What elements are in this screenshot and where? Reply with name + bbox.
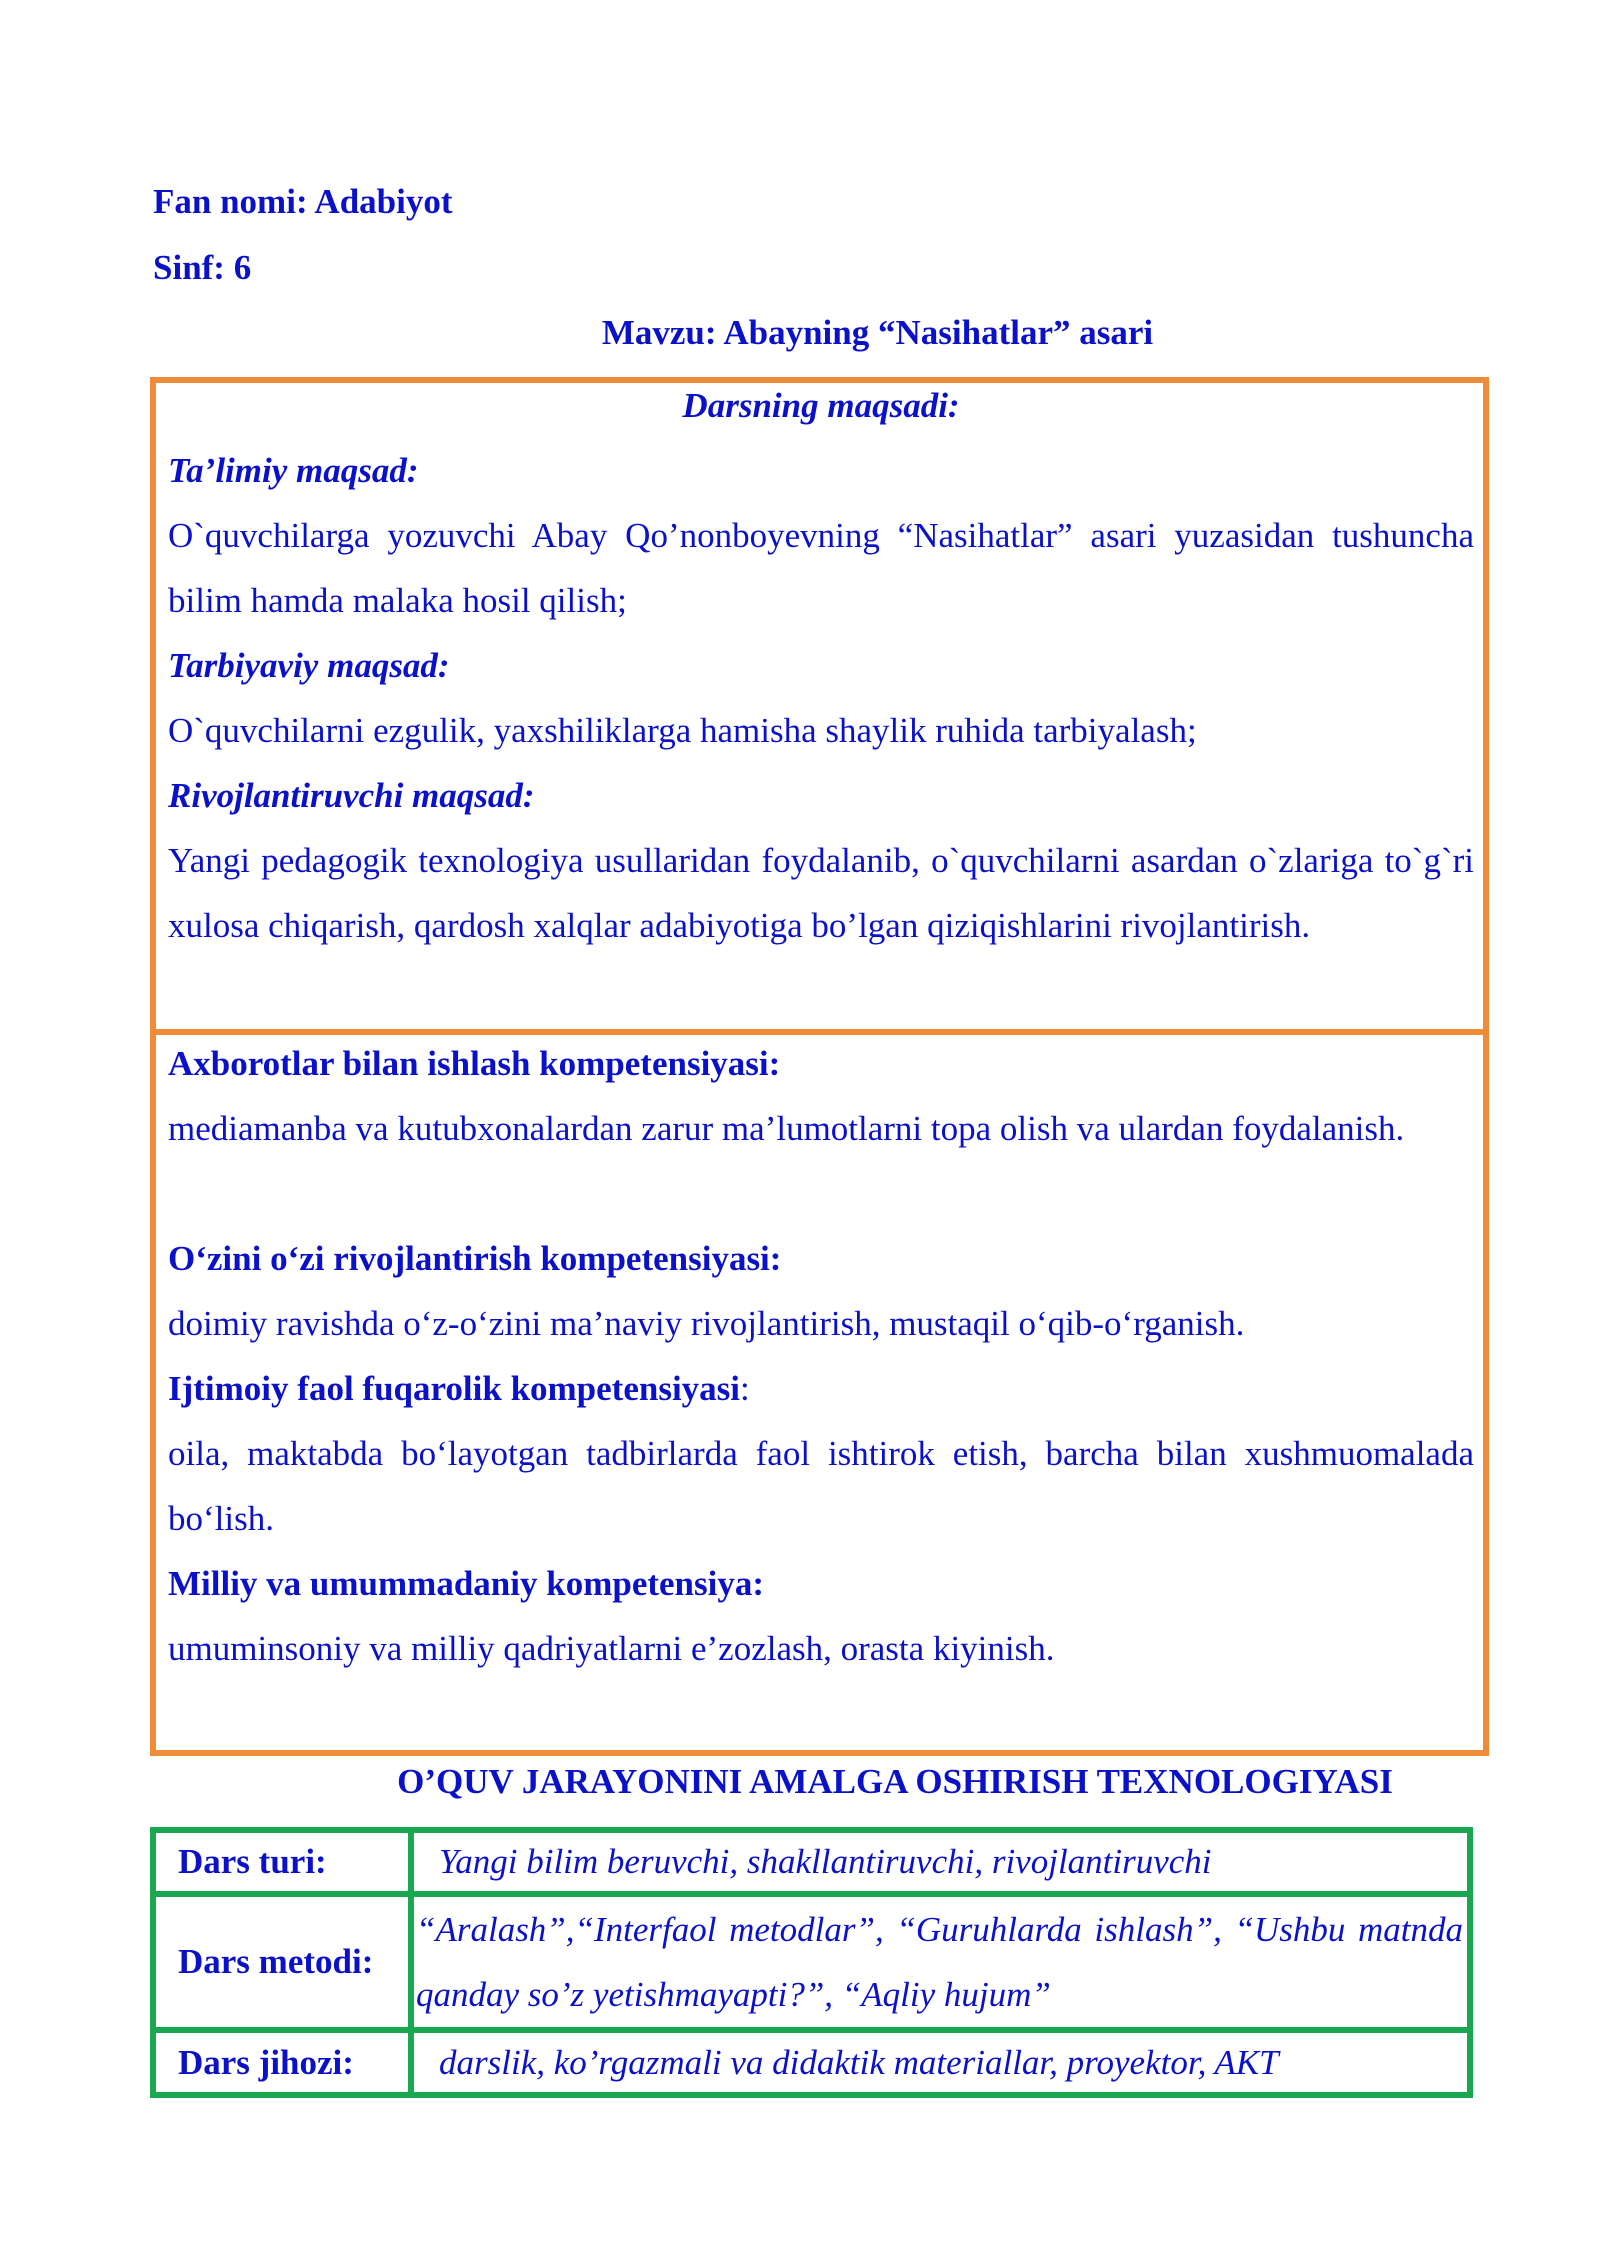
axborot-text: mediamanba va kutubxonalardan zarur ma’lumotlarni topa olish va ulardan foydalanish. (168, 1109, 1405, 1148)
tarbiyaviy-text: O`quvchilarni ezgulik, yaxshiliklarga hamisha shaylik ruhida tarbiyalash; (168, 711, 1197, 750)
technology-table (150, 1827, 1473, 2098)
rivojlantiruvchi-text: Yangi pedagogik texnologiya usullaridan foydalanib, o`quvchilarni asardan o`zlariga to`g`ri xulosa chiqarish, qardosh xalqlar adabiyotiga bo’lgan qiziqishlarini rivojlantirish. (168, 841, 1474, 945)
ijtimoiy-text: oila, maktabda bo‘layotgan tadbirlarda faol ishtirok etish, barcha bilan xushmuomalada bo‘lish. (168, 1434, 1474, 1538)
talimiy-text: O`quvchilarga yozuvchi Abay Qo’nonboyevning “Nasihatlar” asari yuzasidan tushuncha bilim hamda malaka hosil qilish; (168, 516, 1474, 620)
row-label: Dars jihozi: (153, 2030, 411, 2095)
rivojlantiruvchi-label: Rivojlantiruvchi maqsad: (168, 776, 535, 815)
grade: Sinf: 6 (153, 248, 252, 287)
ozini-text: doimiy ravishda o‘z-o‘zini ma’naviy rivojlantirish, mustaqil o‘qib-o‘rganish. (168, 1304, 1245, 1343)
row-value: darslik, ko’rgazmali va didaktik materiallar, proyektor, AKT (411, 2030, 1470, 2095)
row-value: “Aralash”,“Interfaol metodlar”, “Guruhlarda ishlash”, “Ushbu matnda qanday so’z yetishmayapti?”, “Aqliy hujum” (411, 1894, 1470, 2030)
table-row (153, 1830, 1470, 1894)
table-row (153, 2030, 1470, 2095)
ijtimoiy-colon: : (740, 1369, 750, 1408)
technology-title: O’QUV JARAYONINI AMALGA OSHIRISH TEXNOLOGIYASI (397, 1762, 1393, 1801)
subject-name: Fan nomi: Adabiyot (153, 182, 453, 221)
row-value: Yangi bilim beruvchi, shakllantiruvchi, rivojlantiruvchi (411, 1830, 1470, 1894)
tarbiyaviy-label: Tarbiyaviy maqsad: (168, 646, 450, 685)
talimiy-label: Ta’limiy maqsad: (168, 451, 419, 490)
goals-title: Darsning maqsadi: (682, 386, 960, 425)
axborot-label: Axborotlar bilan ishlash kompetensiyasi: (168, 1044, 781, 1083)
row-label: Dars metodi: (153, 1894, 411, 2030)
topic-title: Mavzu: Abayning “Nasihatlar” asari (601, 313, 1154, 352)
row-label: Dars turi: (153, 1830, 411, 1894)
table-row (153, 1894, 1470, 2030)
milliy-label: Milliy va umummadaniy kompetensiya: (168, 1564, 765, 1603)
ijtimoiy-label: Ijtimoiy faol fuqarolik kompetensiyasi (168, 1369, 741, 1408)
milliy-text: umuminsoniy va milliy qadriyatlarni e’zozlash, orasta kiyinish. (168, 1629, 1055, 1668)
ijtimoiy-heading (168, 1356, 1474, 1421)
ozini-label: O‘zini o‘zi rivojlantirish kompetensiyasi: (168, 1239, 782, 1278)
